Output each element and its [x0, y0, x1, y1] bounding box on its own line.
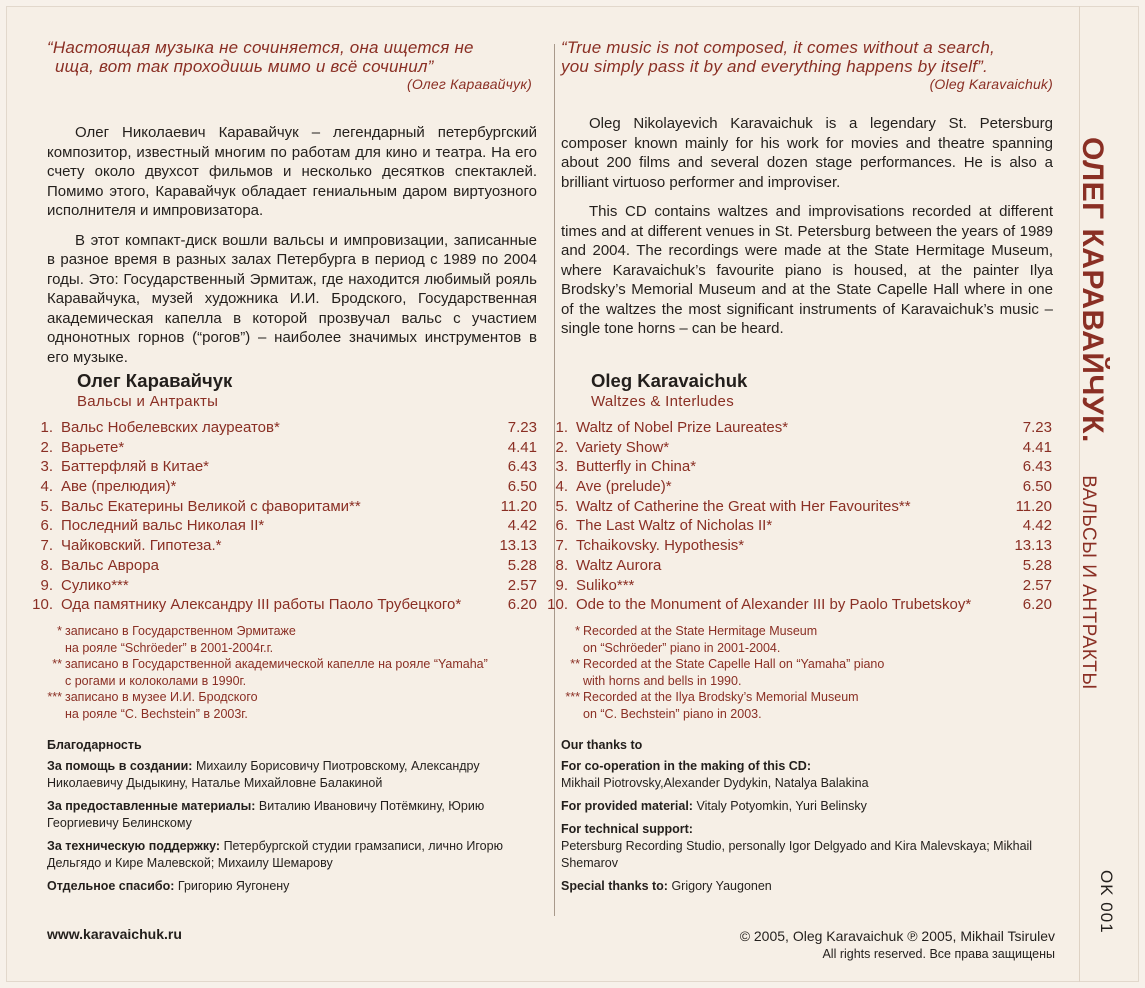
thanks-label: Отдельное спасибо: — [47, 879, 175, 893]
track-number: 6. — [555, 517, 568, 535]
note-line: Recorded at the State Hermitage Museum — [583, 624, 818, 638]
track-number: 2. — [555, 438, 568, 456]
track-number: 5. — [40, 497, 53, 515]
note-line: на рояле “C. Bechstein” в 2003г. — [65, 706, 248, 721]
track-duration: 2.57 — [507, 576, 537, 594]
note-body — [65, 623, 296, 656]
track-left — [546, 457, 696, 477]
note-line: on “Schröeder” piano in 2001-2004. — [583, 640, 781, 655]
track-item — [546, 497, 1052, 517]
track-number: 9. — [555, 576, 568, 594]
track-left — [31, 536, 221, 556]
track-title: Waltz of Catherine the Great with Her Favourites** — [576, 497, 911, 515]
note-body — [583, 689, 859, 722]
en-quote — [561, 38, 1053, 93]
track-number: 1. — [40, 419, 53, 436]
track-duration: 4.41 — [507, 438, 537, 456]
en-quote-line1: “True music is not composed, it comes without a search, — [561, 38, 995, 57]
en-album-subtitle: Waltzes & Interludes — [591, 393, 734, 410]
ru-album-subtitle: Вальсы и Антракты — [77, 393, 219, 410]
track-left — [31, 556, 159, 576]
track-item — [546, 457, 1052, 477]
website-link[interactable]: www.karavaichuk.ru — [47, 926, 182, 942]
spine-subtitle: ВАЛЬСЫ И АНТРАКТЫ — [1078, 475, 1099, 690]
note-mark: * — [575, 624, 580, 638]
ru-tracklist — [31, 418, 537, 615]
track-title: Suliko*** — [576, 576, 635, 594]
track-title: Сулико*** — [61, 576, 129, 594]
ru-paragraph-2: В этот компакт-диск вошли вальсы и импровизации, записанные в разное время в разных залах Петербурга в период с 1989 по 2004 годы. Это: Государственный Эрмитаж, где находится любимый рояль Каравайчука, музей художника И.И. Бродского, Государственная академическая капелла в которой прозвучал вальс с участием однонотных горнов (“рогов”) – наиболее значимых инструментов в его музыке. — [47, 231, 537, 366]
track-number: 3. — [40, 458, 53, 476]
recording-note — [558, 656, 1048, 689]
track-duration: 6.43 — [507, 458, 537, 476]
thanks-names: Grigory Yaugonen — [667, 879, 772, 893]
note-mark: * — [57, 624, 62, 638]
track-duration: 11.20 — [500, 497, 537, 515]
thanks-label: За помощь в создании: — [47, 759, 193, 773]
track-title: Последний вальс Николая II* — [61, 517, 265, 535]
track-left — [31, 438, 124, 458]
track-title: Варьете* — [61, 438, 125, 456]
thanks-label: За предоставленные материалы: — [47, 799, 256, 813]
track-number: 8. — [40, 556, 53, 574]
catalog-number: OK 001 — [1097, 870, 1116, 934]
thanks-names: Petersburg Recording Studio, personally Igor Delgyado and Kira Malevskaya; Mikhail Shemarov — [561, 839, 1033, 870]
track-number: 10. — [32, 596, 53, 614]
thanks-label: For technical support: — [561, 822, 693, 836]
track-number: 6. — [40, 517, 53, 535]
note-body — [65, 656, 488, 689]
thanks-block — [47, 798, 542, 832]
track-duration: 13.13 — [1014, 537, 1052, 555]
track-item — [31, 516, 537, 536]
track-item — [31, 497, 537, 517]
track-number: 4. — [40, 478, 53, 496]
thanks-block — [47, 878, 542, 895]
track-duration: 7.23 — [1022, 419, 1052, 436]
note-mark: ** — [570, 657, 580, 671]
track-title: Variety Show* — [576, 438, 670, 456]
track-item — [31, 477, 537, 497]
track-duration: 6.50 — [507, 478, 537, 496]
track-number: 4. — [555, 478, 568, 496]
thanks-block — [561, 821, 1051, 872]
thanks-names: Виталию Ивановичу Потёмкину, Юрию Георгиевичу Белинскому — [47, 799, 485, 830]
track-duration: 6.50 — [1022, 478, 1052, 496]
note-mark: *** — [565, 690, 580, 704]
track-left — [31, 516, 264, 536]
track-item — [546, 418, 1052, 438]
track-left — [31, 595, 461, 615]
track-left — [546, 576, 634, 596]
track-number: 2. — [40, 438, 53, 456]
track-left — [546, 556, 661, 576]
track-title: Вальс Екатерины Великой с фаворитами** — [61, 497, 361, 515]
ru-paragraph-1: Олег Николаевич Каравайчук – легендарный петербургский композитор, известный многим по работам для кино и театра. На его счету около двухсот фильмов и несколько десятков спектаклей. Помимо этого, Каравайчук обладает гениальным даром виртуозного исполнителя и импровизатора. — [47, 124, 537, 219]
thanks-block — [561, 758, 1051, 792]
track-left — [546, 477, 672, 497]
en-paragraph-1: Oleg Nikolayevich Karavaichuk is a legendary St. Petersburg composer known mainly for his work for movies and theatre spanning about 200 films and several dozen stage performances. He is also a brilliant virtuoso performer and improviser. — [561, 115, 1053, 191]
track-duration: 4.41 — [1022, 438, 1052, 456]
track-left — [546, 438, 669, 458]
track-title: Waltz Aurora — [576, 556, 662, 574]
track-title: Ave (prelude)* — [576, 478, 672, 496]
thanks-label: For co-operation in the making of this CD: — [561, 759, 811, 773]
track-left — [31, 497, 361, 517]
thanks-label: For provided material: — [561, 799, 693, 813]
track-duration: 6.20 — [1022, 596, 1052, 614]
track-left — [546, 516, 772, 536]
ru-quote — [47, 38, 534, 93]
copyright-line: © 2005, Oleg Karavaichuk ℗ 2005, Mikhail Tsirulev — [739, 928, 1055, 944]
note-line: с рогами и колоколами в 1990г. — [65, 673, 247, 688]
ru-acknowledgements — [47, 737, 542, 901]
copyright-block — [740, 927, 1055, 963]
track-item — [546, 536, 1052, 556]
track-left — [546, 536, 744, 556]
track-number: 3. — [555, 458, 568, 476]
track-title: Waltz of Nobel Prize Laureates* — [576, 419, 789, 436]
track-duration: 2.57 — [1022, 576, 1052, 594]
track-number: 9. — [40, 576, 53, 594]
track-title: Баттерфляй в Китае* — [61, 458, 210, 476]
track-duration: 4.42 — [507, 517, 537, 535]
track-title: Чайковский. Гипотеза.* — [61, 537, 222, 555]
track-item — [546, 477, 1052, 497]
track-left — [546, 418, 788, 438]
rights-line: All rights reserved. Все права защищены — [822, 947, 1055, 961]
thanks-names: Mikhail Piotrovsky,Alexander Dydykin, Natalya Balakina — [561, 776, 869, 790]
track-left — [31, 477, 176, 497]
track-title: Ода памятнику Александру III работы Паоло Трубецкого* — [61, 596, 462, 614]
track-number: 1. — [555, 419, 568, 436]
track-left — [31, 457, 209, 477]
en-recording-notes — [558, 623, 1048, 722]
track-left — [546, 497, 911, 517]
thanks-block — [47, 758, 542, 792]
track-item — [31, 457, 537, 477]
track-left — [31, 576, 129, 596]
note-line: записано в Государственной академической капелле на рояле “Yamaha” — [65, 657, 488, 671]
track-number: 10. — [547, 596, 568, 614]
thanks-names: Vitaly Potyomkin, Yuri Belinsky — [692, 799, 867, 813]
ru-album-title: Олег Каравайчук — [77, 370, 233, 391]
en-acknowledgements — [561, 737, 1051, 901]
track-duration: 13.13 — [499, 537, 537, 555]
note-mark: ** — [52, 657, 62, 671]
note-line: Recorded at the State Capelle Hall on “Yamaha” piano — [583, 657, 885, 671]
ru-quote-line1: “Настоящая музыка не сочиняется, она ищется не — [47, 38, 474, 57]
thanks-label: Special thanks to: — [561, 879, 668, 893]
track-item — [31, 536, 537, 556]
recording-note — [558, 623, 1048, 656]
track-title: Tchaikovsky. Hypothesis* — [576, 537, 745, 555]
recording-note — [558, 689, 1048, 722]
track-item — [546, 556, 1052, 576]
track-item — [31, 576, 537, 596]
track-duration: 6.43 — [1022, 458, 1052, 476]
track-title: Аве (прелюдия)* — [61, 478, 177, 496]
track-title: Вальс Аврора — [61, 556, 159, 574]
note-body — [65, 689, 258, 722]
track-duration: 5.28 — [1022, 556, 1052, 574]
thanks-label: За техническую поддержку: — [47, 839, 221, 853]
track-duration: 6.20 — [507, 596, 537, 614]
recording-note — [40, 689, 540, 722]
thanks-block — [47, 838, 542, 872]
note-line: Recorded at the Ilya Brodsky’s Memorial Museum — [583, 690, 859, 704]
track-item — [546, 516, 1052, 536]
track-left — [546, 595, 971, 615]
note-line: на рояле “Schröeder” в 2001-2004г.г. — [65, 640, 274, 655]
track-number: 7. — [555, 537, 568, 555]
en-tracklist — [546, 418, 1052, 615]
ru-intro — [47, 123, 537, 377]
track-item — [546, 576, 1052, 596]
track-item — [546, 438, 1052, 458]
track-item — [31, 438, 537, 458]
track-number: 7. — [40, 537, 53, 555]
track-duration: 5.28 — [507, 556, 537, 574]
thanks-names: Петербургской студии грамзаписи, лично Игорю Дельгядо и Кире Малевской; Михаилу Шемарову — [47, 839, 503, 870]
en-intro — [561, 114, 1053, 349]
track-duration: 11.20 — [1015, 497, 1052, 515]
track-duration: 7.23 — [507, 419, 537, 436]
track-title: Ode to the Monument of Alexander III by Paolo Trubetskoy* — [576, 596, 972, 614]
note-line: with horns and bells in 1990. — [583, 673, 742, 688]
thanks-block — [561, 878, 1051, 895]
spine-title: ОЛЕГ КАРАВАЙЧУК. — [1076, 137, 1109, 443]
en-thanks-heading: Our thanks to — [561, 738, 643, 752]
en-paragraph-2: This CD contains waltzes and improvisations recorded at different times and at different venues in St. Petersburg between the years of 1989 and 2004. The recordings were made at the State Hermitage Museum, where Karavaichuk’s favourite piano is housed, at the painter Ilya Brodsky’s Memorial Museum and at the State Capelle Hall where in one of the waltzes the most significant instruments of Karavaichuk’s music – single tone horns – can be heard. — [561, 203, 1053, 337]
recording-note — [40, 656, 540, 689]
recording-note — [40, 623, 540, 656]
thanks-names: Михаилу Борисовичу Пиотровскому, Александру Николаевичу Дыдыкину, Наталье Михайловне Балакиной — [47, 759, 480, 790]
track-duration: 4.42 — [1022, 517, 1052, 535]
en-quote-author: (Oleg Karavaichuk) — [929, 76, 1053, 92]
track-item — [31, 595, 537, 615]
note-line: on “C. Bechstein” piano in 2003. — [583, 706, 762, 721]
track-title: Вальс Нобелевских лауреатов* — [61, 419, 280, 436]
track-title: The Last Waltz of Nicholas II* — [576, 517, 773, 535]
spine-text — [1075, 137, 1109, 690]
track-item — [546, 595, 1052, 615]
track-item — [31, 556, 537, 576]
ru-thanks-heading: Благодарность — [47, 738, 142, 752]
track-number: 5. — [555, 497, 568, 515]
ru-quote-line2: ища, вот так проходишь мимо и всё сочинил” — [55, 57, 434, 76]
thanks-names: Григорию Яугонену — [174, 879, 290, 893]
track-item — [31, 418, 537, 438]
track-left — [31, 418, 280, 438]
track-title: Butterfly in China* — [576, 458, 697, 476]
note-mark: *** — [47, 690, 62, 704]
note-line: записано в музее И.И. Бродского — [65, 690, 258, 704]
thanks-block — [561, 798, 1051, 815]
note-line: записано в Государственном Эрмитаже — [65, 624, 296, 638]
track-number: 8. — [555, 556, 568, 574]
en-album-title: Oleg Karavaichuk — [591, 370, 748, 391]
note-body — [583, 656, 884, 689]
ru-recording-notes — [40, 623, 540, 722]
ru-quote-author: (Олег Каравайчук) — [407, 76, 532, 92]
en-quote-line2: you simply pass it by and everything happens by itself”. — [561, 57, 988, 76]
note-body — [583, 623, 817, 656]
